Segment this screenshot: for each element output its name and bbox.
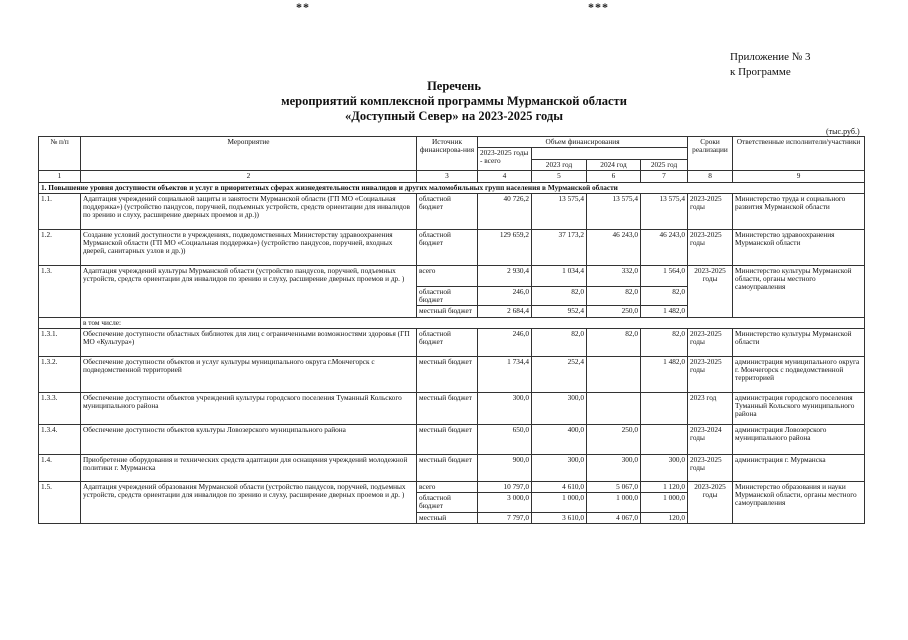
row-2023: 1 034,4	[532, 265, 587, 286]
including-label: в том числе:	[81, 317, 865, 328]
column-number-row	[39, 171, 865, 182]
row-2023: 82,0	[532, 286, 587, 305]
appendix-note	[730, 50, 811, 80]
row-2023: 3 610,0	[532, 512, 587, 523]
row-num: 1.3.3.	[39, 392, 81, 424]
events-table	[38, 136, 865, 524]
row-2024: 250,0	[587, 424, 641, 454]
row-total: 2 930,4	[478, 265, 532, 286]
row-term: 2023-2024 годы	[688, 424, 733, 454]
row-2025: 1 120,0	[641, 481, 688, 492]
row-responsible: администрация Ловозерского муниципального района	[733, 424, 865, 454]
row-2023: 300,0	[532, 454, 587, 481]
row-2023: 1 000,0	[532, 493, 587, 512]
row-2025	[641, 392, 688, 424]
row-responsible: Министерство труда и социального развития Мурманской области	[733, 193, 865, 229]
row-2024	[587, 392, 641, 424]
row-2025: 300,0	[641, 454, 688, 481]
row-2025: 82,0	[641, 286, 688, 305]
top-stamp-mark: **	[296, 0, 310, 14]
title-line: «Доступный Север» на 2023-2025 годы	[345, 109, 563, 123]
row-term: 2023 год	[688, 392, 733, 424]
row-source: областной бюджет	[417, 193, 478, 229]
row-2024: 13 575,4	[587, 193, 641, 229]
row-responsible: администрация городского поселения Туманный Кольского муниципального района	[733, 392, 865, 424]
row-source: местный бюджет	[417, 306, 478, 317]
row-2023: 952,4	[532, 306, 587, 317]
header-event: Мероприятие	[81, 137, 417, 171]
row-responsible: Министерство культуры Мурманской области	[733, 328, 865, 356]
row-2024: 332,0	[587, 265, 641, 286]
units-label: (тыс.руб.)	[826, 127, 860, 136]
header-row	[39, 137, 865, 148]
table-row	[39, 392, 865, 424]
row-event: Создание условий доступности в учреждениях, подведомственных Министерству здравоохранения Мурманской области (ГП МО «Социальная поддержка») (устройство пандусов, поручней, входных дверей, санитарных узлов и др.))	[81, 229, 417, 265]
row-2024: 5 067,0	[587, 481, 641, 492]
row-total: 129 659,2	[478, 229, 532, 265]
row-total: 650,0	[478, 424, 532, 454]
row-total: 40 726,2	[478, 193, 532, 229]
header-2025: 2025 год	[641, 160, 688, 171]
row-2023: 300,0	[532, 392, 587, 424]
table-row	[39, 424, 865, 454]
row-term: 2023-2025 годы	[688, 481, 733, 523]
row-term: 2023-2025 годы	[688, 265, 733, 317]
header-volume: Объем финансирования	[478, 137, 688, 148]
row-2024: 4 067,0	[587, 512, 641, 523]
top-stamp-mark: ***	[588, 0, 609, 14]
table-row	[39, 454, 865, 481]
row-2023: 37 173,2	[532, 229, 587, 265]
row-responsible: администрация муниципального округа г. Мончегорск с подведомственной территорией	[733, 356, 865, 392]
row-2023: 400,0	[532, 424, 587, 454]
column-number: 4	[478, 171, 532, 182]
row-event: Адаптация учреждений образования Мурманской области (устройство пандусов, поручней, подъемных устройств, средств ориентации для инвалидов по зрению и слуху, расширение дверных проемов и др. )	[81, 481, 417, 523]
row-2023: 82,0	[532, 328, 587, 356]
table-row	[39, 229, 865, 265]
row-2025: 82,0	[641, 328, 688, 356]
section-title: 1. Повышение уровня доступности объектов и услуг в приоритетных сферах жизнедеятельности инвалидов и других маломобильных групп населения в Мурманской области	[39, 182, 865, 193]
row-source: областной бюджет	[417, 286, 478, 305]
row-num: 1.3.1.	[39, 328, 81, 356]
row-2025: 1 564,0	[641, 265, 688, 286]
table-row	[39, 328, 865, 356]
row-total: 7 797,0	[478, 512, 532, 523]
row-responsible: Министерство культуры Мурманской области, органы местного самоуправления	[733, 265, 865, 317]
row-source: всего	[417, 481, 478, 492]
row-responsible: Министерство здравоохранения Мурманской области	[733, 229, 865, 265]
row-2025: 120,0	[641, 512, 688, 523]
row-responsible: администрация г. Мурманска	[733, 454, 865, 481]
row-total: 10 797,0	[478, 481, 532, 492]
title-line: Перечень	[427, 79, 481, 93]
row-event: Обеспечение доступности объектов учреждений культуры городского поселения Туманный Кольского муниципального района	[81, 392, 417, 424]
row-num: 1.3.	[39, 265, 81, 317]
row-2024	[587, 356, 641, 392]
row-source: областной бюджет	[417, 493, 478, 512]
row-event: Приобретение оборудования и технических средств адаптации для оснащения учреждений молодежной политики г. Мурманска	[81, 454, 417, 481]
row-term: 2023-2025 годы	[688, 454, 733, 481]
table-row	[39, 481, 865, 492]
row-source: всего	[417, 265, 478, 286]
row-num: 1.2.	[39, 229, 81, 265]
row-term: 2023-2025 годы	[688, 328, 733, 356]
row-source: областной бюджет	[417, 328, 478, 356]
row-term: 2023-2025 годы	[688, 229, 733, 265]
column-number: 5	[532, 171, 587, 182]
row-total: 1 734,4	[478, 356, 532, 392]
row-event: Обеспечение доступности объектов культуры Ловозерского муниципального района	[81, 424, 417, 454]
row-num	[39, 317, 81, 328]
row-source: местный бюджет	[417, 454, 478, 481]
row-source: местный бюджет	[417, 392, 478, 424]
row-2025	[641, 424, 688, 454]
row-event: Обеспечение доступности областных библиотек для лиц с ограниченными возможностями здоровья (ГП МО «Культура»)	[81, 328, 417, 356]
column-number: 6	[587, 171, 641, 182]
section-row	[39, 182, 865, 193]
header-2023: 2023 год	[532, 160, 587, 171]
table-row	[39, 265, 865, 286]
row-2025: 1 000,0	[641, 493, 688, 512]
row-num: 1.3.2.	[39, 356, 81, 392]
header-total: 2023-2025 годы - всего	[478, 148, 532, 171]
row-term: 2023-2025 годы	[688, 193, 733, 229]
row-num: 1.4.	[39, 454, 81, 481]
table-row	[39, 193, 865, 229]
table-row	[39, 356, 865, 392]
appendix-line: Приложение № 3	[730, 51, 811, 63]
row-num: 1.1.	[39, 193, 81, 229]
row-2024: 250,0	[587, 306, 641, 317]
column-number: 1	[39, 171, 81, 182]
column-number: 3	[417, 171, 478, 182]
column-number: 2	[81, 171, 417, 182]
row-2023: 4 610,0	[532, 481, 587, 492]
header-source: Источник финансирова-ния	[417, 137, 478, 171]
column-number: 8	[688, 171, 733, 182]
row-2024: 1 000,0	[587, 493, 641, 512]
row-event: Адаптация учреждений культуры Мурманской области (устройство пандусов, поручней, подъемных устройств, средств ориентации для инвалидов по зрению и слуху, расширение дверных проемов и др. )	[81, 265, 417, 317]
header-years-group	[532, 148, 688, 160]
row-2025: 13 575,4	[641, 193, 688, 229]
row-num: 1.3.4.	[39, 424, 81, 454]
row-source: местный	[417, 512, 478, 523]
title-line: мероприятий комплексной программы Мурманской области	[281, 94, 627, 108]
header-term: Сроки реализации	[688, 137, 733, 171]
appendix-line: к Программе	[730, 66, 791, 78]
row-source: местный бюджет	[417, 424, 478, 454]
row-2025: 1 482,0	[641, 356, 688, 392]
header-num: № п/п	[39, 137, 81, 171]
row-total: 300,0	[478, 392, 532, 424]
table-row	[39, 317, 865, 328]
row-total: 900,0	[478, 454, 532, 481]
row-event: Обеспечение доступности объектов и услуг культуры муниципального округа г.Мончегорск с подведомственной территорией	[81, 356, 417, 392]
column-number: 7	[641, 171, 688, 182]
row-term: 2023-2025 годы	[688, 356, 733, 392]
row-2024: 300,0	[587, 454, 641, 481]
row-total: 3 000,0	[478, 493, 532, 512]
row-2024: 82,0	[587, 328, 641, 356]
row-total: 2 684,4	[478, 306, 532, 317]
row-2023: 13 575,4	[532, 193, 587, 229]
row-num: 1.5.	[39, 481, 81, 523]
row-responsible: Министерство образования и науки Мурманской области, органы местного самоуправления	[733, 481, 865, 523]
row-2025: 1 482,0	[641, 306, 688, 317]
row-2024: 82,0	[587, 286, 641, 305]
row-total: 246,0	[478, 286, 532, 305]
row-event: Адаптация учреждений социальной защиты и занятости Мурманской области (ГП МО «Социальная поддержка») (устройство пандусов, поручней, подъемных устройств, средств ориентации для инвалидов по зрению и слуху, расширение дверных проемов и др.))	[81, 193, 417, 229]
row-source: областной бюджет	[417, 229, 478, 265]
header-responsible: Ответственные исполнители/участники	[733, 137, 865, 171]
row-total: 246,0	[478, 328, 532, 356]
row-2025: 46 243,0	[641, 229, 688, 265]
row-source: местный бюджет	[417, 356, 478, 392]
row-2024: 46 243,0	[587, 229, 641, 265]
column-number: 9	[733, 171, 865, 182]
document-title	[0, 79, 908, 124]
header-2024: 2024 год	[587, 160, 641, 171]
row-2023: 252,4	[532, 356, 587, 392]
